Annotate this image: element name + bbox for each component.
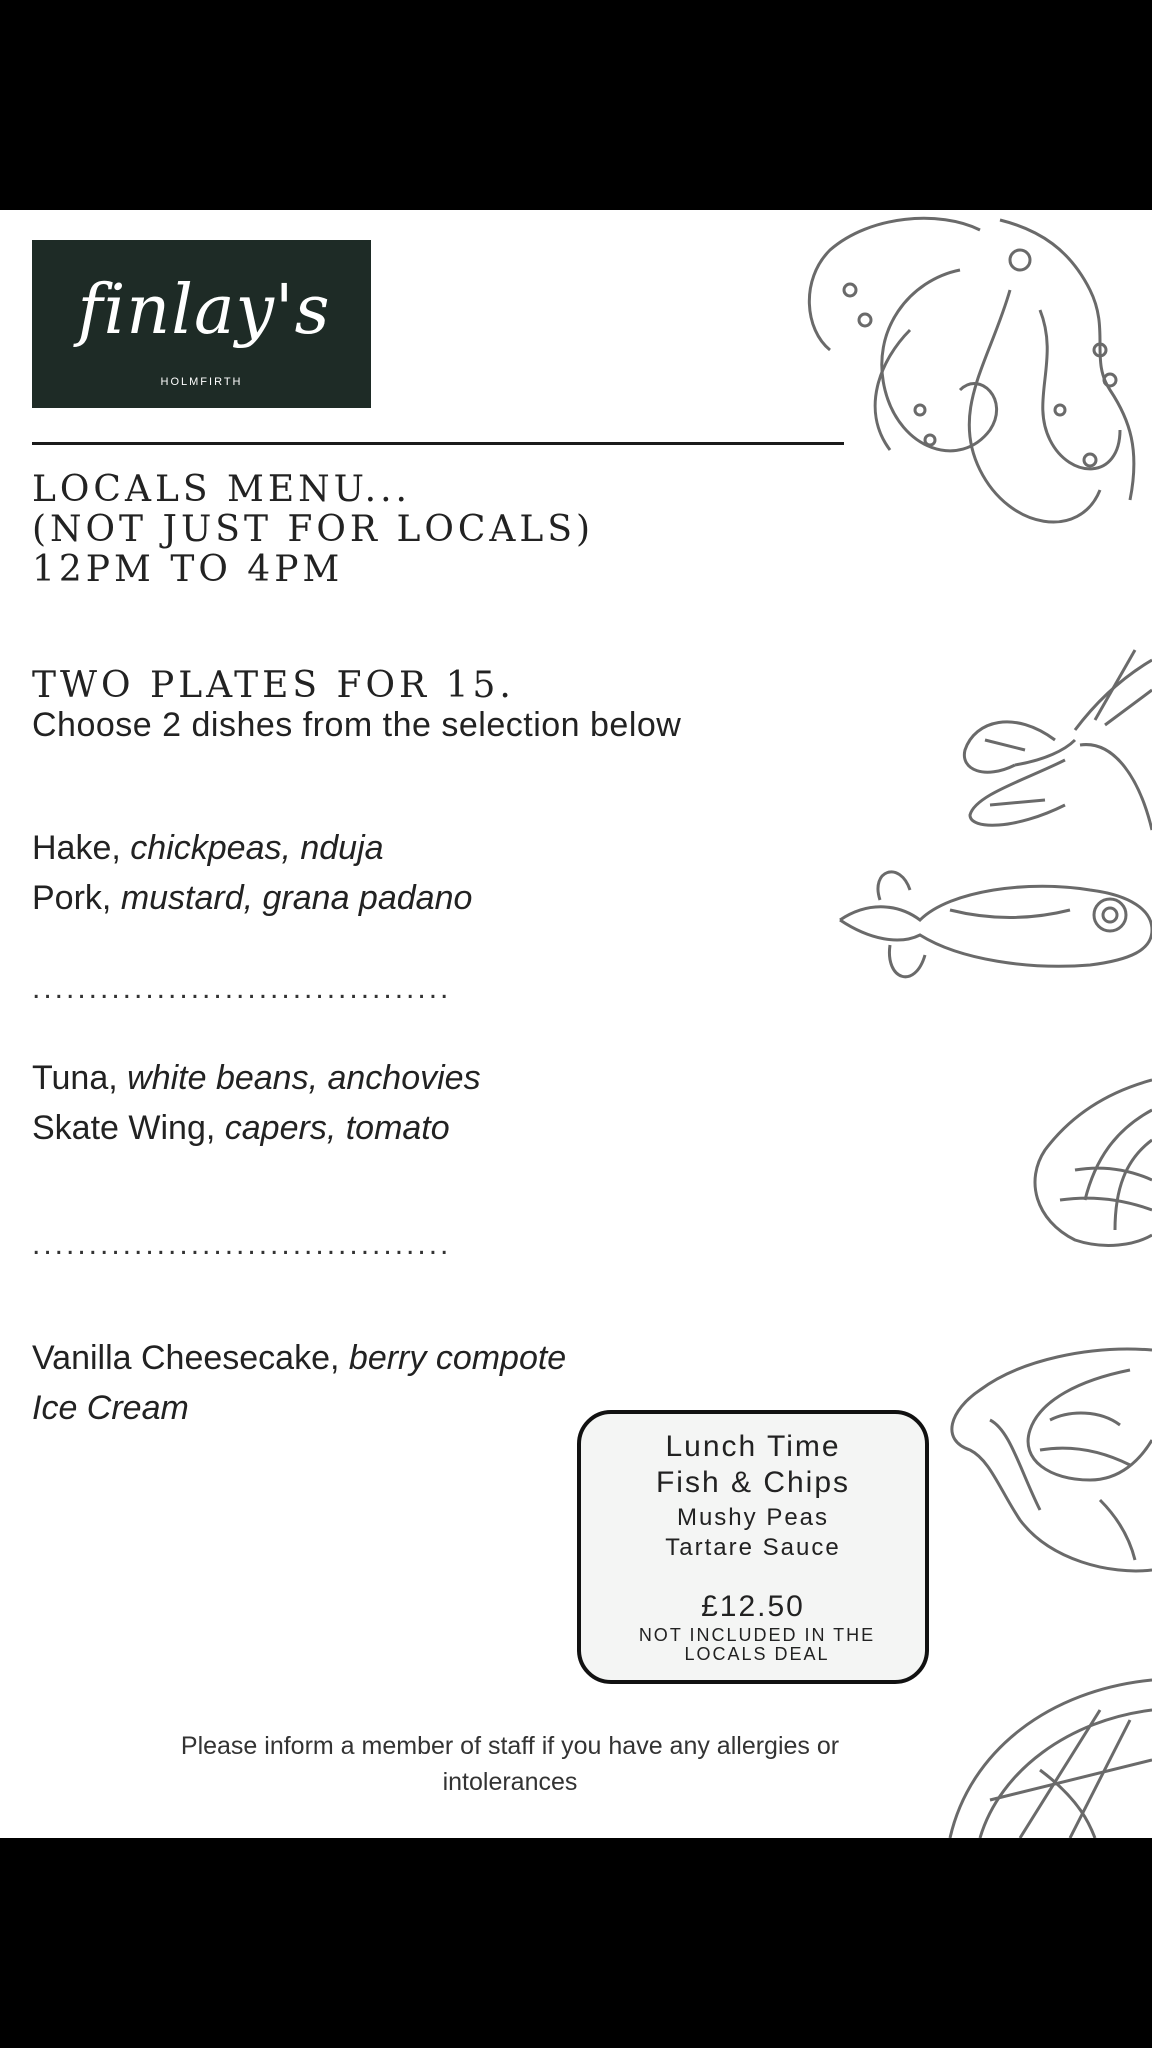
- allergy-line: intolerances: [442, 1768, 578, 1796]
- allergy-notice: [100, 1728, 920, 1800]
- dish-accompaniment: chickpeas, nduja: [130, 829, 384, 867]
- lunch-deal-box: [577, 1410, 929, 1684]
- lobster-illustration: [955, 630, 1152, 850]
- menu-heading-line: 12PM TO 4PM: [32, 549, 344, 590]
- dish-item: [32, 1108, 450, 1148]
- dish-item: [32, 1058, 481, 1098]
- dish-name: Skate Wing,: [32, 1109, 216, 1147]
- deal-dish: Fish & Chips: [655, 1466, 851, 1499]
- restaurant-logo: [32, 240, 371, 408]
- offer-subtitle: Choose 2 dishes from the selection below: [32, 706, 682, 744]
- menu-page: [0, 210, 1152, 1838]
- menu-heading-line: LOCALS MENU...: [32, 469, 411, 510]
- deal-side: Mushy Peas: [676, 1504, 830, 1531]
- menu-heading: [32, 470, 594, 590]
- squid-illustration: [830, 850, 1152, 1010]
- deal-title: Lunch Time: [665, 1430, 841, 1463]
- octopus-illustration: [790, 210, 1152, 570]
- dish-name: Hake,: [32, 829, 121, 867]
- deal-note: NOT INCLUDED IN THE LOCALS DEAL: [638, 1625, 876, 1664]
- section-divider: .....................................: [32, 972, 452, 1005]
- dish-accompaniment: berry compote: [348, 1339, 567, 1377]
- dish-item: [32, 1338, 566, 1378]
- logo-wordmark: finlay's: [77, 271, 331, 350]
- scallop-illustration: [1015, 1070, 1152, 1250]
- dish-item: [32, 878, 472, 918]
- dish-accompaniment: white beans, anchovies: [127, 1059, 481, 1097]
- dish-accompaniment: capers, tomato: [224, 1109, 450, 1147]
- dish-name: Vanilla Cheesecake,: [32, 1339, 340, 1377]
- dish-accompaniment: Ice Cream: [32, 1389, 189, 1427]
- dish-item: [32, 1388, 189, 1428]
- dish-accompaniment: mustard, grana padano: [120, 879, 473, 917]
- allergy-line: Please inform a member of staff if you have any allergies or: [180, 1732, 840, 1760]
- oyster-illustration: [930, 1330, 1152, 1580]
- offer-title: TWO PLATES FOR 15.: [32, 665, 515, 706]
- menu-heading-line: (NOT JUST FOR LOCALS): [32, 509, 595, 550]
- section-divider: .....................................: [32, 1228, 452, 1261]
- header-rule: [32, 442, 844, 445]
- deal-side: Tartare Sauce: [665, 1534, 841, 1561]
- dish-name: Tuna,: [32, 1059, 118, 1097]
- lemon-illustration: [930, 1650, 1152, 1838]
- logo-location: HOLMFIRTH: [160, 376, 243, 388]
- dish-item: [32, 828, 384, 868]
- deal-price: £12.50: [701, 1590, 805, 1623]
- dish-name: Pork,: [32, 879, 112, 917]
